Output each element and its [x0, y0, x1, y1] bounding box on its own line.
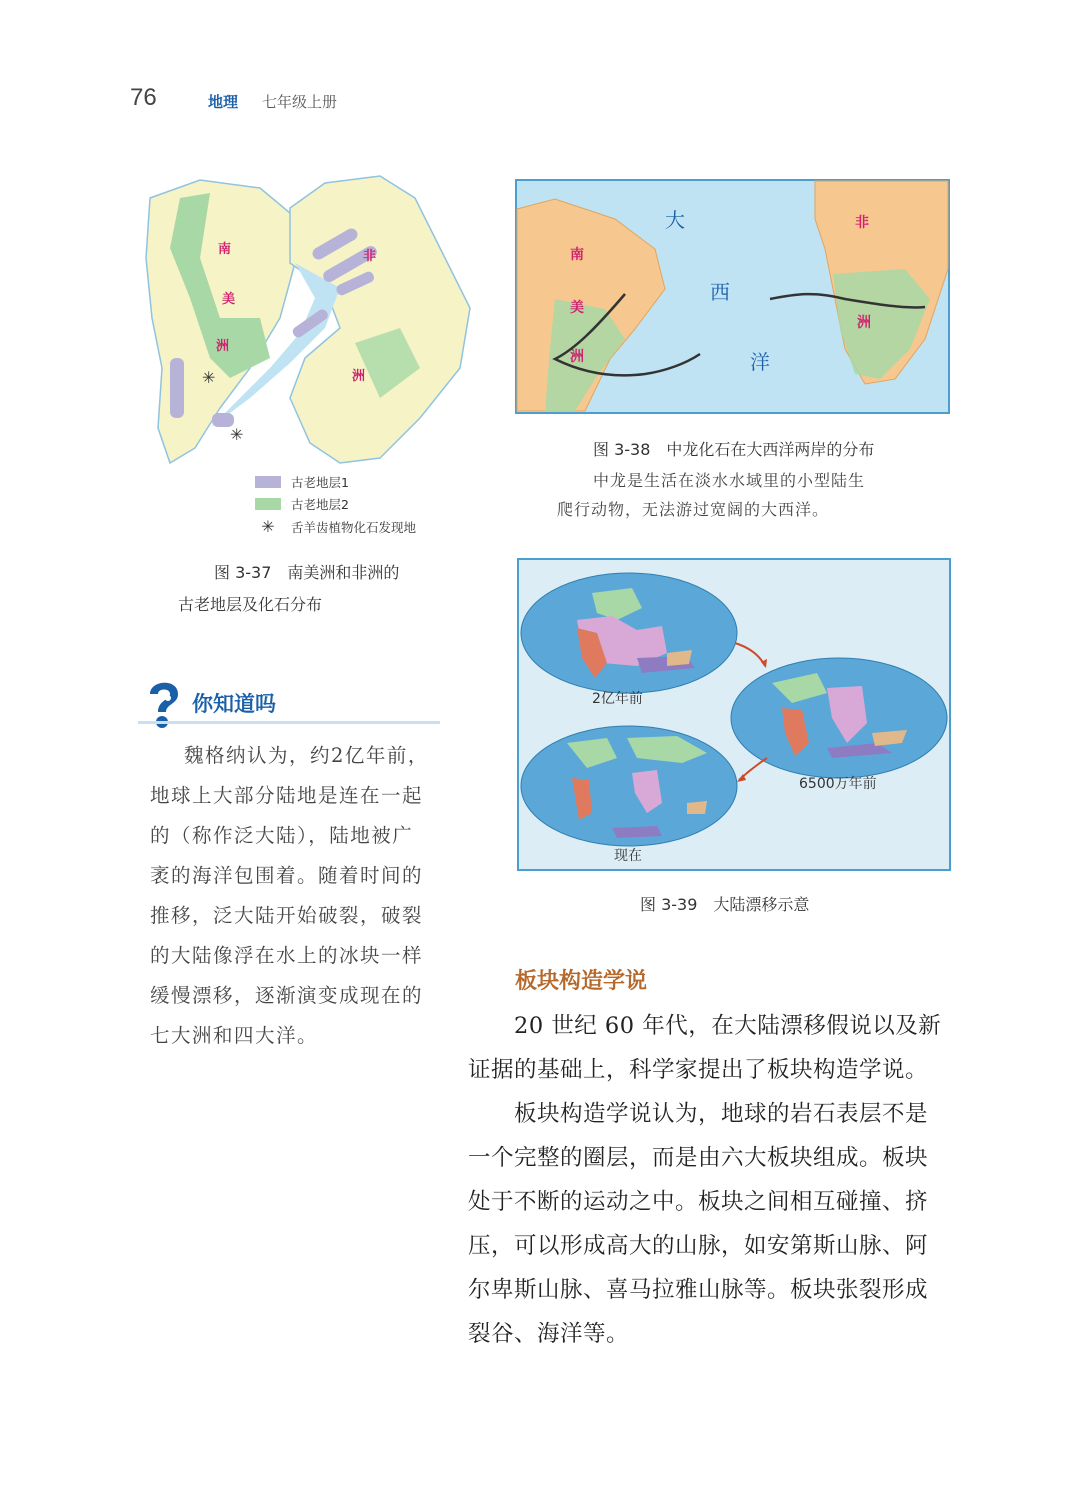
fern-fossil-icon: ✳ — [261, 517, 275, 536]
grade-label: 七年级上册 — [262, 93, 338, 111]
sidebar-line: 的（称作泛大陆），陆地被广 — [150, 824, 414, 847]
ocean-label-1: 大 — [665, 208, 685, 232]
figure-3-38-desc-line1: 中龙是生活在淡水水域里的小型陆生 — [593, 471, 866, 490]
sidebar-line: 缓慢漂移，逐渐演变成现在的 — [150, 984, 424, 1007]
legend-fossil: ✳ 舌羊齿植物化石发现地 — [255, 517, 416, 536]
stage-label-200mya: 2亿年前 — [592, 691, 643, 707]
legend-swatch — [255, 498, 281, 510]
sa-label-2: 美 — [570, 300, 584, 316]
sidebar-line: 魏格纳认为，约2亿年前， — [184, 744, 429, 767]
section-title: 板块构造学说 — [515, 969, 648, 994]
figure-3-37-caption-line1: 图 3-37 南美洲和非洲的 — [214, 563, 400, 582]
legend-strata-2: 古老地层2 — [255, 495, 349, 513]
body-line: 尔卑斯山脉、喜马拉雅山脉等。板块张裂形成 — [468, 1277, 929, 1303]
body-line: 20 世纪 60 年代，在大陆漂移假说以及新 — [514, 1013, 942, 1039]
figure-3-38-caption: 图 3-38 中龙化石在大西洋两岸的分布 — [593, 440, 875, 459]
sa-label-2: 美 — [222, 292, 236, 307]
ocean-label-2: 西 — [710, 280, 730, 304]
globe-present — [521, 726, 737, 846]
sidebar-line: 地球上大部分陆地是连在一起 — [150, 784, 424, 807]
sidebar-line: 的大陆像浮在水上的冰块一样 — [150, 944, 424, 967]
fern-fossil-icon: ✳ — [230, 425, 244, 444]
sidebar-title: 你知道吗 — [192, 692, 276, 716]
af-label-2: 洲 — [352, 369, 366, 384]
sa-label-3: 洲 — [216, 339, 230, 354]
legend-strata-1: 古老地层1 — [255, 473, 349, 491]
subject-label: 地理 — [208, 93, 239, 111]
figure-3-37-caption-line2: 古老地层及化石分布 — [178, 595, 323, 614]
sidebar-line: 推移，泛大陆开始破裂，破裂 — [150, 904, 424, 927]
stage-label-present: 现在 — [614, 848, 642, 864]
strata-map — [140, 168, 485, 468]
figure-3-38-map — [515, 179, 950, 414]
body-line: 一个完整的圈层，而是由六大板块组成。板块 — [468, 1145, 929, 1171]
sidebar-line: 七大洲和四大洋。 — [150, 1024, 319, 1047]
body-line: 证据的基础上，科学家提出了板块构造学说。 — [468, 1057, 929, 1083]
sidebar-divider — [138, 721, 440, 724]
sa-label-1: 南 — [570, 247, 584, 263]
af-label-2: 洲 — [857, 315, 871, 331]
ocean-label-3: 洋 — [750, 350, 770, 374]
globe-200mya — [521, 573, 737, 693]
body-line: 板块构造学说认为，地球的岩石表层不是 — [514, 1101, 929, 1127]
legend-swatch — [255, 476, 281, 488]
sa-label-1: 南 — [218, 242, 232, 257]
body-line: 压，可以形成高大的山脉，如安第斯山脉、阿 — [468, 1233, 929, 1259]
fern-fossil-icon: ✳ — [202, 368, 216, 387]
sa-label-3: 洲 — [570, 349, 584, 365]
figure-3-37 — [140, 168, 485, 548]
sidebar-line: 袤的海洋包围着。随着时间的 — [150, 864, 424, 887]
figure-3-39-drift — [517, 558, 951, 871]
figure-3-39-caption: 图 3-39 大陆漂移示意 — [640, 895, 810, 914]
body-line: 处于不断的运动之中。板块之间相互碰撞、挤 — [468, 1189, 929, 1215]
page-number: 76 — [130, 84, 157, 111]
body-line: 裂谷、海洋等。 — [468, 1321, 630, 1347]
figure-3-38-desc-line2: 爬行动物，无法游过宽阔的大西洋。 — [557, 500, 830, 519]
af-label-1: 非 — [855, 215, 869, 231]
af-label-1: 非 — [363, 249, 377, 264]
stage-label-65mya: 6500万年前 — [799, 776, 877, 792]
